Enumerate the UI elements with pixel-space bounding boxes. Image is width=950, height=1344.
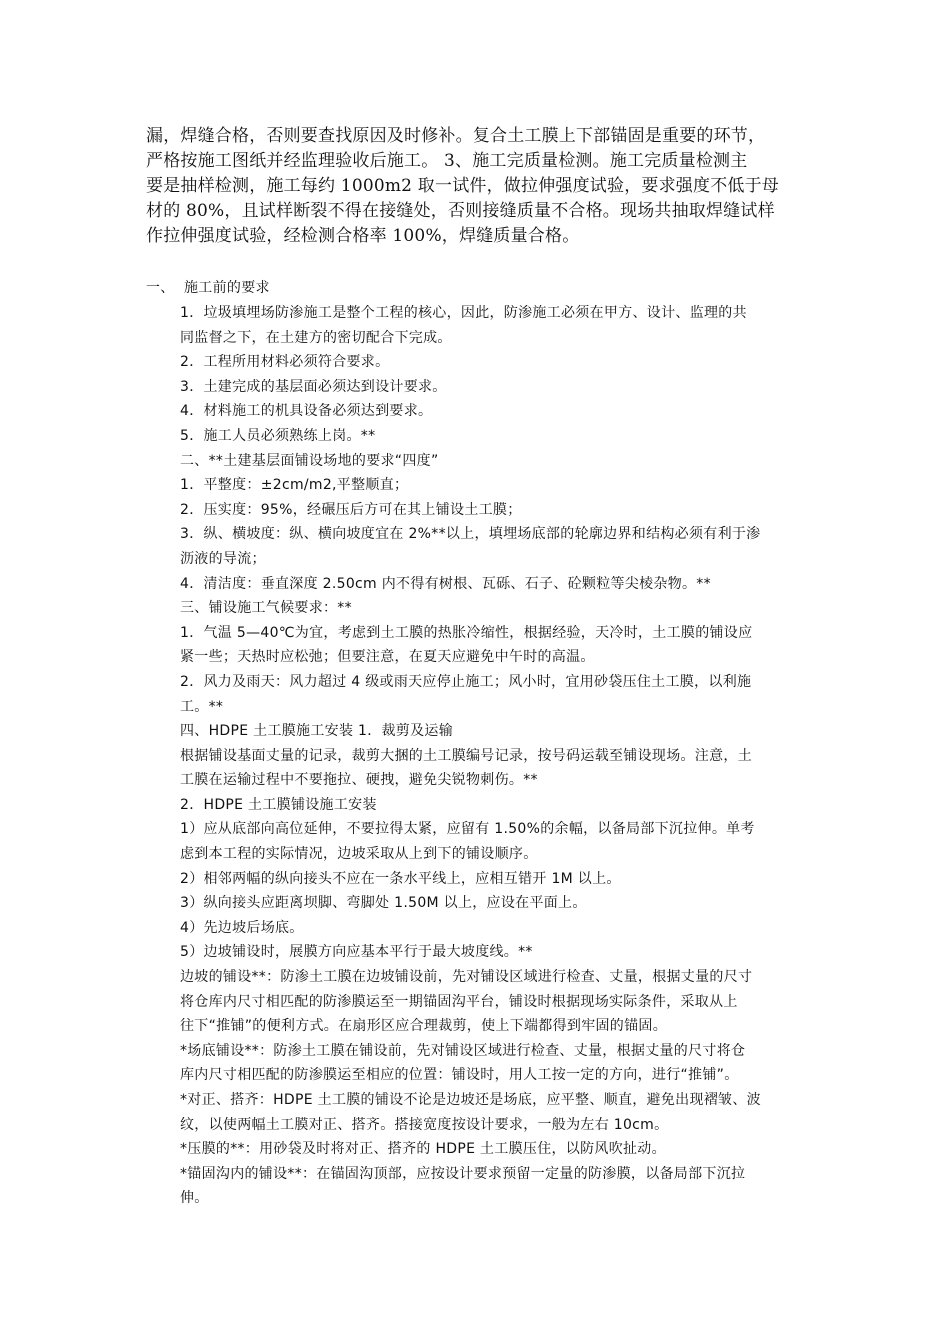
body-text-line: *场底铺设**：防渗土工膜在铺设前，先对铺设区域进行检查、丈量，根据丈量的尺寸将仓 — [180, 1042, 746, 1059]
body-text-line: 库内尺寸相匹配的防渗膜运至相应的位置：铺设时，用人工按一定的方向，进行“推铺”。 — [180, 1067, 739, 1084]
body-text-line: 纹，以使两幅土工膜对正、搭齐。搭接宽度按设计要求，一般为左右 10cm。 — [180, 1116, 669, 1133]
body-text-line: 边坡的铺设**：防渗土工膜在边坡铺设前，先对铺设区域进行检查、丈量，根据丈量的尺寸 — [180, 969, 753, 986]
body-text-line: 2．HDPE 土工膜铺设施工安装 — [180, 796, 377, 813]
body-text-line: 1．平整度：±2cm/m2,平整顺直； — [180, 477, 409, 494]
section-title: 施工前的要求 — [184, 280, 270, 296]
intro-paragraph — [146, 124, 810, 249]
body-text-line: 四、HDPE 土工膜施工安装 1．裁剪及运输 — [180, 723, 454, 740]
intro-text-line: 材的 80%，且试样断裂不得在接缝处，否则接缝质量不合格。现场共抽取焊缝试样 — [146, 201, 775, 221]
body-text-line: 2）相邻两幅的纵向接头不应在一条水平线上，应相互错开 1M 以上。 — [180, 870, 621, 887]
construction-requirements-section — [146, 276, 810, 1211]
body-text-line: 沥液的导流； — [180, 550, 266, 567]
body-text-line: 2．工程所用材料必须符合要求。 — [180, 354, 390, 371]
body-text-line: 1．气温 5—40℃为宜，考虑到土工膜的热胀冷缩性，根据经验，天冷时，土工膜的铺设应 — [180, 624, 753, 641]
body-text-line: 工膜在运输过程中不要拖拉、硬拽，避免尖锐物刺伤。** — [180, 772, 538, 789]
body-text-line: 二、**土建基层面铺设场地的要求“四度” — [180, 452, 439, 469]
intro-text-line: 漏，焊缝合格，否则要查找原因及时修补。复合土工膜上下部锚固是重要的环节， — [146, 126, 766, 146]
body-text-line: *锚固沟内的铺设**：在锚固沟顶部，应按设计要求预留一定量的防渗膜，以备局部下沉拉 — [180, 1165, 746, 1182]
body-text-line: 2．压实度：95%，经碾压后方可在其上铺设土工膜； — [180, 501, 522, 518]
section-heading — [146, 276, 810, 300]
body-text-line: 4．清洁度：垂直深度 2.50cm 内不得有树根、瓦砾、石子、砼颗粒等尖棱杂物。** — [180, 575, 711, 592]
intro-text-line: 严格按施工图纸并经监理验收后施工。 3、施工完质量检测。施工完质量检测主 — [146, 151, 748, 171]
body-text-line: 3）纵向接头应距离坝脚、弯脚处 1.50M 以上，应设在平面上。 — [180, 895, 587, 912]
body-text-line: 1）应从底部向高位延伸，不要拉得太紧，应留有 1.50%的余幅，以备局部下沉拉伸。单考 — [180, 821, 755, 838]
body-text-line: 将仓库内尺寸相匹配的防渗膜运至一期锚固沟平台，铺设时根据现场实际条件，采取从上 — [180, 993, 738, 1010]
body-text-line: 同监督之下，在土建方的密切配合下完成。 — [180, 329, 452, 346]
section-number: 一、 — [146, 280, 175, 296]
body-text-line: 4）先边坡后场底。 — [180, 919, 304, 936]
body-text-line: 紧一些；天热时应松弛；但要注意，在夏天应避免中午时的高温。 — [180, 649, 595, 666]
body-text-line: 工。** — [180, 698, 224, 715]
body-text-line: 3．土建完成的基层面必须达到设计要求。 — [180, 378, 447, 395]
body-text-line: 往下“推铺”的便利方式。在扇形区应合理裁剪，使上下端都得到牢固的锚固。 — [180, 1018, 668, 1035]
body-text-line: 伸。 — [180, 1190, 209, 1207]
body-text-line: 4．材料施工的机具设备必须达到要求。 — [180, 403, 433, 420]
body-text-line: 5．施工人员必须熟练上岗。** — [180, 427, 376, 444]
body-text-line: 3．纵、横坡度：纵、横向坡度宜在 2%**以上，填埋场底部的轮廓边界和结构必须有利于渗 — [180, 526, 761, 543]
intro-text-line: 要是抽样检测，施工每约 1000m2 取一试件，做拉伸强度试验，要求强度不低于母 — [146, 176, 780, 196]
body-text-line: 根据铺设基面丈量的记录，裁剪大捆的土工膜编号记录，按号码运载至铺设现场。注意，土 — [180, 747, 752, 764]
body-text-line: 虑到本工程的实际情况，边坡采取从上到下的铺设顺序。 — [180, 846, 538, 863]
body-text-line: 5）边坡铺设时，展膜方向应基本平行于最大坡度线。** — [180, 944, 533, 961]
body-text-line: 1．垃圾填埋场防渗施工是整个工程的核心，因此，防渗施工必须在甲方、设计、监理的共 — [180, 305, 747, 321]
section-body — [180, 301, 810, 1211]
body-text-line: 三、铺设施工气候要求：** — [180, 600, 352, 617]
intro-text-line: 作拉伸强度试验，经检测合格率 100%，焊缝质量合格。 — [146, 226, 580, 246]
body-text-line: *压膜的**：用砂袋及时将对正、搭齐的 HDPE 土工膜压住，以防风吹扯动。 — [180, 1141, 666, 1158]
body-text-line: *对正、搭齐：HDPE 土工膜的铺设不论是边坡还是场底，应平整、顺直，避免出现褶皱、波 — [180, 1092, 761, 1108]
body-text-line: 2．风力及雨天：风力超过 4 级或雨天应停止施工；风小时，宜用砂袋压住土工膜，以利施 — [180, 673, 752, 690]
